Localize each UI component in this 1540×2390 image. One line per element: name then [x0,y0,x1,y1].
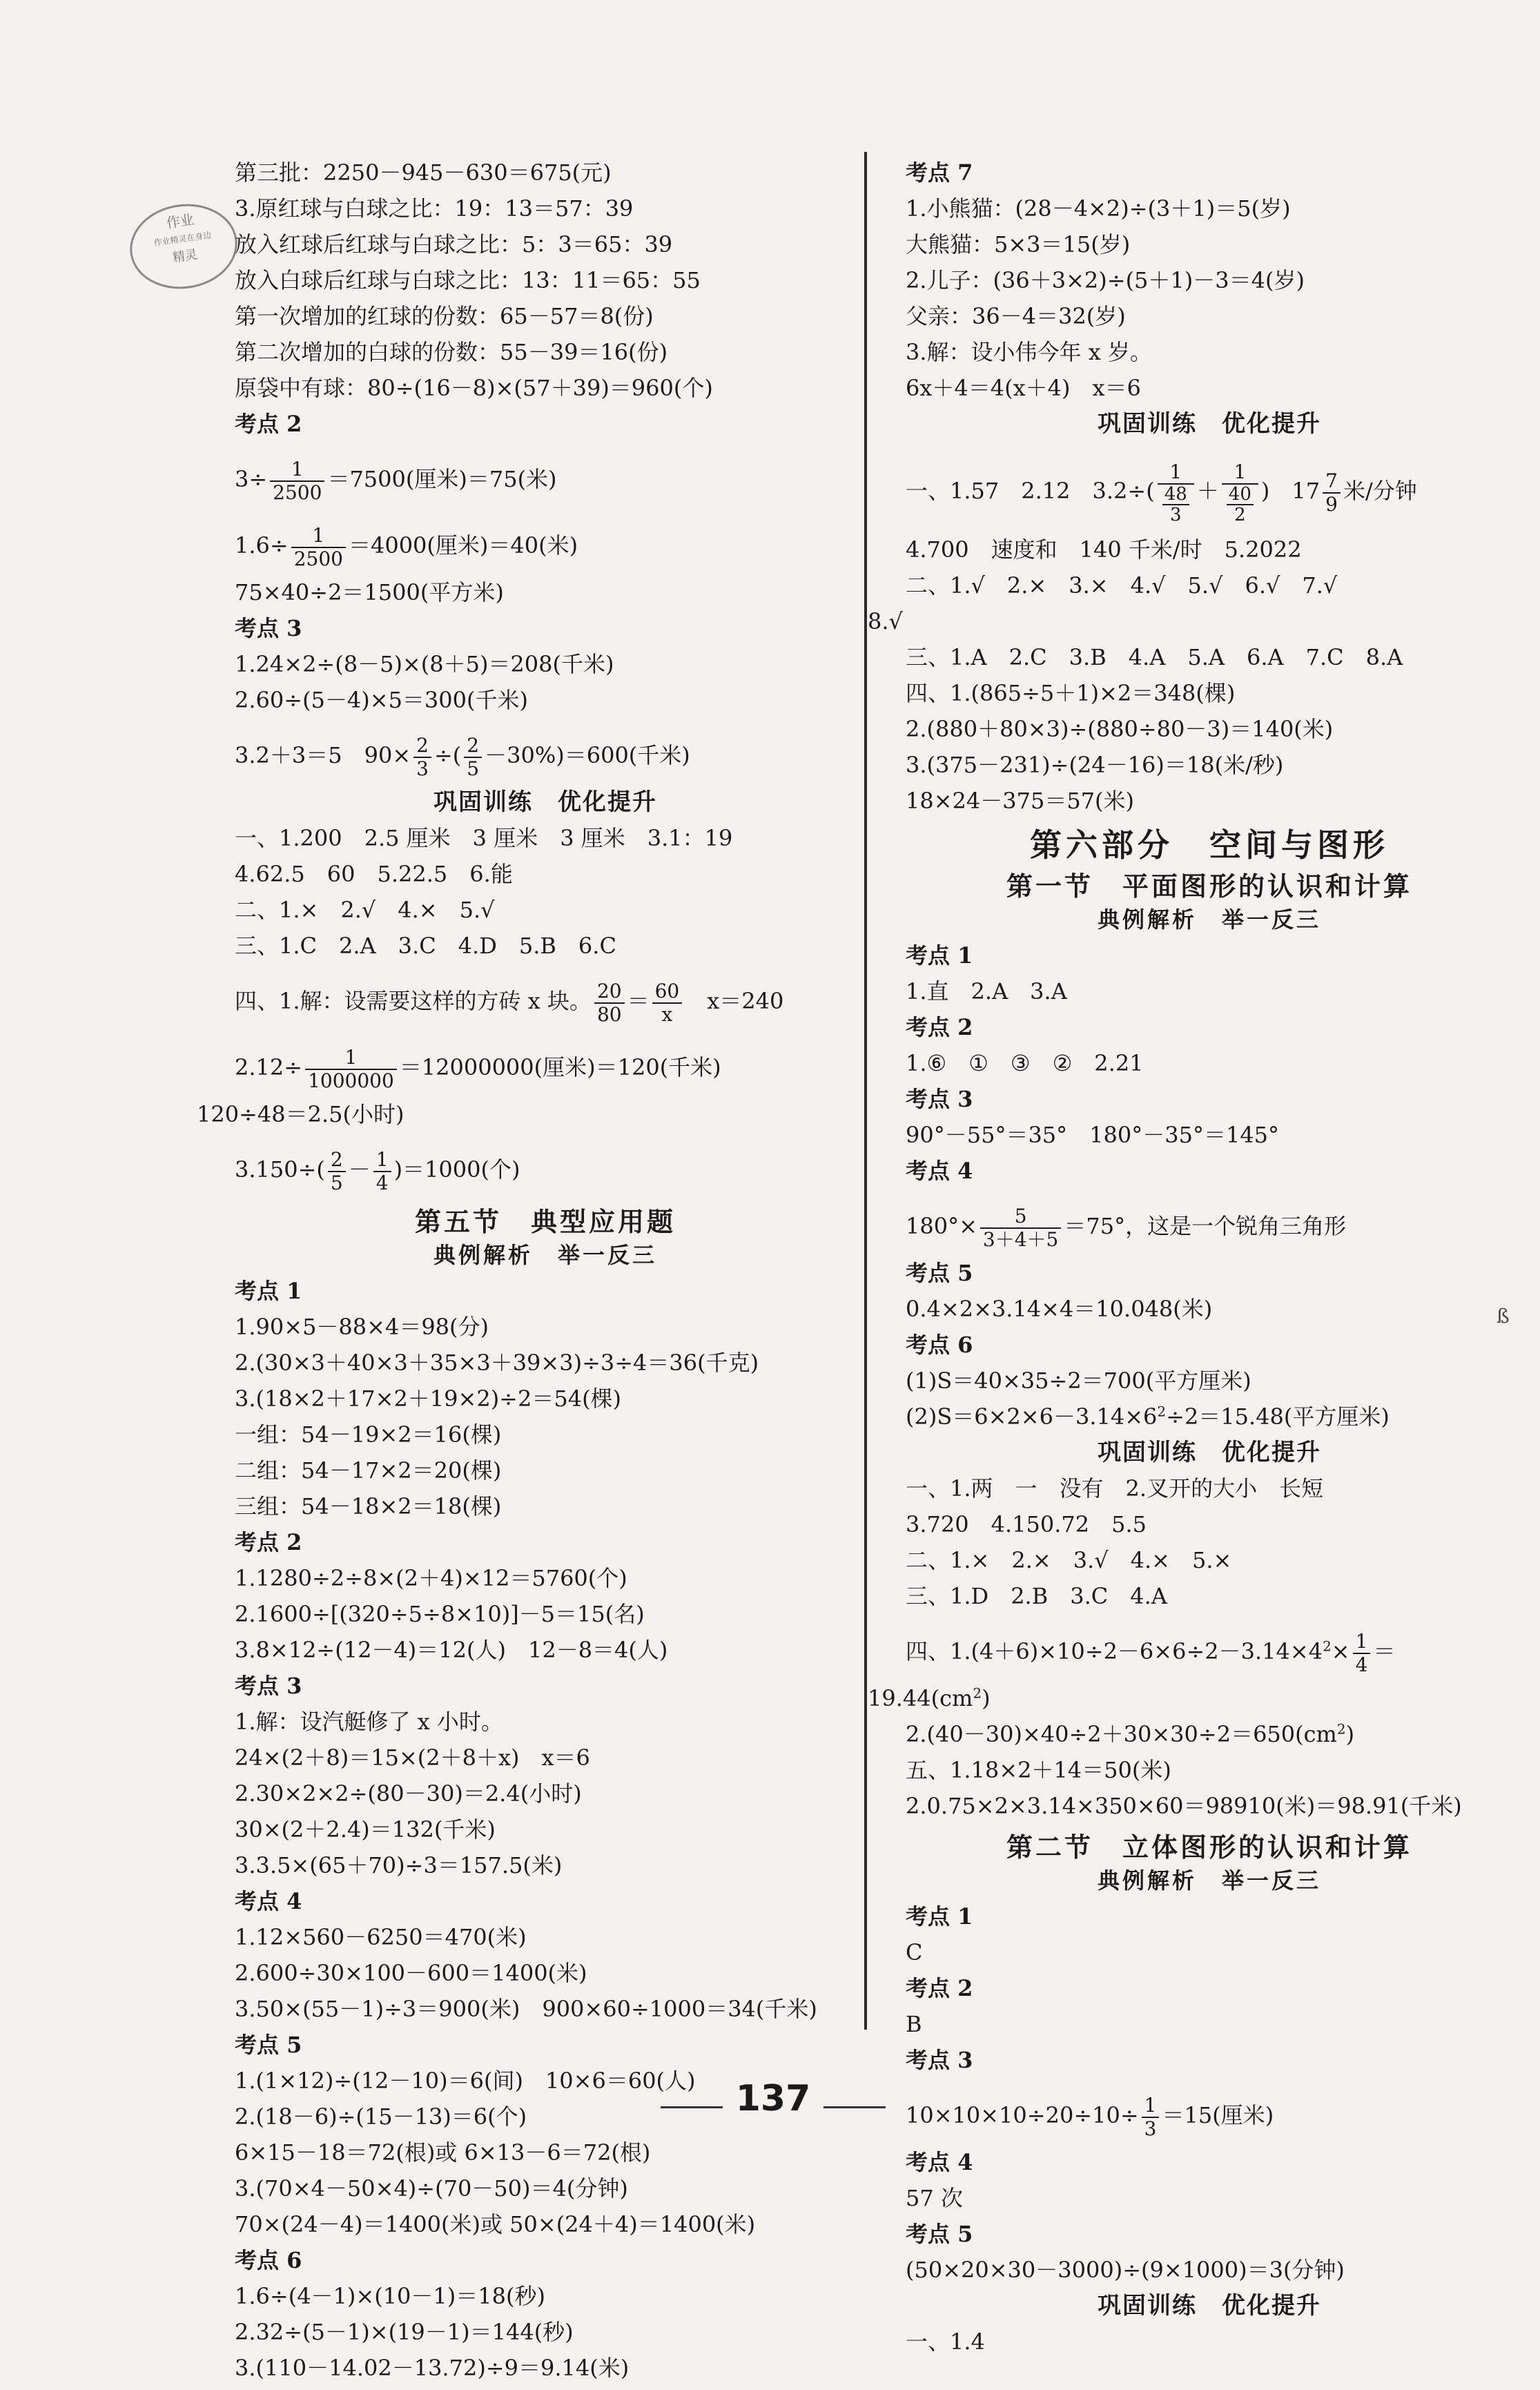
part-title: 第六部分 空间与图形 [1030,826,1389,864]
text-line: 1.(1×12)÷(12－10)＝6(间) 10×6＝60(人) [235,2068,696,2094]
kaodian-heading: 考点 1 [906,942,973,969]
section-subheading: 典例解析 举一反三 [1097,1867,1321,1894]
text-line: 1.小熊猫：(28－4×2)÷(3＋1)＝5(岁) [906,195,1291,222]
text-line: 3.(110－14.02－13.72)÷9＝9.14(米) [235,2355,630,2381]
text-line: 6×15－18＝72(根)或 6×13－6＝72(根) [235,2139,651,2166]
text-line: 三、1.A 2.C 3.B 4.A 5.A 6.A 7.C 8.A [906,644,1403,670]
text-line: 2.32÷(5－1)×(19－1)＝144(秒) [235,2319,574,2345]
section-title: 第一节 平面图形的认识和计算 [1006,871,1412,902]
text-line: 二、1.× 2.√ 4.× 5.√ [235,897,495,923]
text-line: 1.⑥ ① ③ ② 2.21 [906,1050,1144,1076]
text-line: 4.62.5 60 5.22.5 6.能 [235,861,513,887]
kaodian-heading: 考点 4 [235,1888,302,1914]
text-line: 0.4×2×3.14×4＝10.048(米) [906,1296,1213,1322]
margin-mark: ß [1497,1305,1510,1328]
text-line: 2.(18－6)÷(15－13)＝6(个) [235,2104,527,2130]
fraction: $\frac{2}{5}$ [328,1149,346,1194]
text-line: 3.720 4.150.72 5.5 [906,1511,1147,1537]
text-line: 70×(24－4)＝1400(米)或 50×(24＋4)＝1400(米) [235,2211,756,2237]
text-line: 24×(2＋8)＝15×(2＋8＋x) x＝6 [235,1745,590,1771]
text-line: 大熊猫：5×3＝15(岁) [906,231,1131,258]
formula-line: 10×10×10÷20÷10÷ $\frac{1}{3}$ ＝15(厘米) [906,2093,1274,2140]
text-line: 三组：54－18×2＝18(棵) [235,1493,502,1519]
text-line: 2.600÷30×100－600＝1400(米) [235,1960,587,1986]
formula-line: 3.150÷( $\frac{2}{5}$ － $\frac{1}{4}$ )＝1000(个) [235,1147,520,1194]
kaodian-heading: 考点 2 [235,1529,302,1555]
kaodian-heading: 考点 2 [235,411,302,437]
text-line: 2.60÷(5－4)×5＝300(千米) [235,687,528,713]
text-line: 放入红球后红球与白球之比：5：3＝65：39 [235,231,673,258]
right-column [868,159,1513,2364]
text-line: 2.(880＋80×3)÷(880÷80－3)＝140(米) [906,716,1334,742]
text-line: 四、1.(865÷5＋1)×2＝348(棵) [906,680,1236,706]
column-divider [864,152,867,2030]
kaodian-heading: 考点 3 [906,1086,973,1112]
text-line: 二组：54－17×2＝20(棵) [235,1457,502,1484]
text-line: $2.(40-30)\times 40\div 2+30\times 30\div 2=650(cm^2)$ [906,1720,1355,1747]
kaodian-heading: 考点 7 [906,159,973,186]
text-line: 一、1.200 2.5 厘米 3 厘米 3 厘米 3.1：19 [235,825,733,851]
formula-line: 3.2＋3＝5 90× $\frac{2}{3}$ ÷( $\frac{2}{5}$ －30%)＝600(千米) [235,733,690,780]
text-line: 3.解：设小伟今年 x 岁。 [906,339,1152,365]
text-line: 第二次增加的白球的份数：55－39＝16(份) [235,339,668,365]
formula-line: 180°× $\frac{5}{3+4+5}$ ＝75°，这是一个锐角三角形 [906,1204,1347,1251]
text-line: 18×24－375＝57(米) [906,788,1135,814]
fraction: $\frac{1}{\frac{48}{3}}$ [1158,461,1194,525]
kaodian-heading: 考点 5 [235,2032,302,2058]
text-line: $19.44(cm^2)$ [868,1684,991,1711]
text-line: 1.24×2÷(8－5)×(8＋5)＝208(千米) [235,651,614,677]
text-line: 2.儿子：(36＋3×2)÷(5＋1)－3＝4(岁) [906,267,1305,293]
page-number-rule [661,2106,723,2108]
kaodian-heading: 考点 3 [235,615,302,641]
formula-line: 3÷ $\frac{1}{2500}$ ＝7500(厘米)＝75(米) [235,457,557,504]
formula-line: 一、1.57 2.12 3.2÷( $\frac{1}{\frac{48}{3}}$ ＋ $\frac{1}{\frac{40}{2}}$ ) 17 $\frac{7}{9}$ 米/分钟 [906,460,1417,525]
formula-line: 四、1.解：设需要这样的方砖 x 块。 $\frac{20}{80}$ ＝ $\frac{60}{x}$ x＝240 [235,979,784,1026]
text-line: 3.3.5×(65＋70)÷3＝157.5(米) [235,1852,563,1878]
text-line: 1.12×560－6250＝470(米) [235,1924,527,1950]
text-line: B [906,2011,922,2037]
text-line: 一、1.4 [906,2329,985,2355]
text-line: 2.30×2×2÷(80－30)＝2.4(小时) [235,1780,582,1807]
text-line: 二、1.√ 2.× 3.× 4.√ 5.√ 6.√ 7.√ [906,572,1338,599]
kaodian-heading: 考点 6 [906,1332,973,1358]
formula-line: 2.12÷ $\frac{1}{1000000}$ ＝12000000(厘米)＝120(千米) [235,1045,721,1092]
stamp-logo: 作业 作业精灵在身边 精灵 [124,197,242,296]
kaodian-heading: 考点 2 [906,1975,973,2001]
text-line: 2.1600÷[(320÷5÷8×10)]－5＝15(名) [235,1601,645,1627]
text-line: $(2)S=6\times 2\times 6-3.14\times 6^2\div 2=15.48$(平方厘米) [906,1403,1390,1430]
text-line: 57 次 [906,2185,963,2211]
fraction: $\frac{5}{3+4+5}$ [980,1205,1061,1251]
text-line: 3.8×12÷(12－4)＝12(人) 12－8＝4(人) [235,1637,668,1663]
section-subheading: 典例解析 举一反三 [1097,906,1321,933]
text-line: 第三批：2250－945－630＝675(元) [235,159,612,186]
fraction: $\frac{1}{4}$ [373,1149,391,1194]
text-line: (50×20×30－3000)÷(9×1000)＝3(分钟) [906,2257,1345,2283]
fraction: $\frac{2}{5}$ [464,735,482,780]
text-line: 原袋中有球：80÷(16－8)×(57＋39)＝960(个) [235,375,713,401]
text-line: 五、1.18×2＋14＝50(米) [906,1757,1171,1783]
fraction: $\frac{1}{4}$ [1353,1631,1371,1676]
text-line: 2.0.75×2×3.14×350×60＝98910(米)＝98.91(千米) [906,1793,1462,1819]
text-line: 一、1.两 一 没有 2.叉开的大小 长短 [906,1475,1324,1502]
kaodian-heading: 考点 4 [906,1158,973,1184]
section-title: 第二节 立体图形的认识和计算 [1006,1832,1412,1863]
section-subheading: 巩固训练 优化提升 [433,788,657,816]
nested-fraction: $\frac{40}{2}$ [1227,485,1254,525]
text-line: 6x＋4＝4(x＋4) x＝6 [906,375,1141,401]
text-line: 1.90×5－88×4＝98(分) [235,1314,489,1340]
kaodian-heading: 考点 6 [235,2247,302,2273]
text-line: 一组：54－19×2＝16(棵) [235,1421,502,1448]
text-line: 3.(70×4－50×4)÷(70－50)＝4(分钟) [235,2175,628,2202]
text-line: 1.1280÷2÷8×(2＋4)×12＝5760(个) [235,1565,627,1591]
fraction: $\frac{1}{2500}$ [270,458,324,504]
kaodian-heading: 考点 5 [906,2221,973,2247]
section-subheading: 巩固训练 优化提升 [1098,2292,1321,2320]
text-line: 120÷48＝2.5(小时) [197,1101,405,1127]
section-title: 第五节 典型应用题 [414,1206,676,1237]
section-subheading: 巩固训练 优化提升 [1098,410,1321,438]
text-line: 1.6÷(4－1)×(10－1)＝18(秒) [235,2283,545,2309]
text-line: 3.50×(55－1)÷3＝900(米) 900×60÷1000＝34(千米) [235,1996,817,2022]
text-line: 父亲：36－4＝32(岁) [906,303,1126,329]
fraction: $\frac{2}{3}$ [413,735,431,780]
text-line: 4.700 速度和 140 千米/时 5.2022 [906,536,1302,563]
text-line: 30×(2＋2.4)＝132(千米) [235,1816,496,1843]
text-line: 90°－55°＝35° 180°－35°＝145° [906,1122,1280,1148]
text-line: 放入白球后红球与白球之比：13：11＝65：55 [235,267,701,293]
text-line: 1.直 2.A 3.A [906,978,1067,1004]
fraction: $\frac{7}{9}$ [1323,470,1341,516]
text-line: 3.原红球与白球之比：19：13＝57：39 [235,195,634,222]
fraction: $\frac{1}{2500}$ [291,525,346,570]
kaodian-heading: 考点 3 [235,1673,302,1699]
fraction: $\frac{1}{1000000}$ [305,1047,397,1092]
text-line: 3.(18×2＋17×2＋19×2)÷2＝54(棵) [235,1386,622,1412]
fraction: $\frac{1}{\frac{40}{2}}$ [1222,461,1258,525]
kaodian-heading: 考点 1 [906,1903,973,1930]
kaodian-heading: 考点 4 [906,2149,973,2175]
text-line: 3.(375－231)÷(24－16)＝18(米/秒) [906,752,1284,778]
fraction: $\frac{60}{x}$ [652,980,683,1026]
fraction: $\frac{1}{3}$ [1142,2095,1160,2140]
left-column [197,159,856,2390]
text-line: 2.(30×3＋40×3＋35×3＋39×3)÷3÷4＝36(千克) [235,1350,759,1376]
text-line: 三、1.C 2.A 3.C 4.D 5.B 6.C [235,933,616,959]
text-line: 1.解：设汽艇修了 x 小时。 [235,1709,503,1735]
text-line: 三、1.D 2.B 3.C 4.A [906,1583,1167,1609]
page-number: 137 [735,2078,811,2119]
formula-line: 四、$1.(4+6)\times 10\div 2-6\times 6\div 2-3.14\times 4^2\times$ $\frac{1}{4}$ ＝ [906,1629,1396,1676]
nested-fraction: $\frac{48}{3}$ [1162,485,1189,525]
text-line: (1)S＝40×35÷2＝700(平方厘米) [906,1368,1251,1394]
page-number-rule [823,2106,886,2108]
kaodian-heading: 考点 3 [906,2047,973,2073]
text-line: 75×40÷2＝1500(平方米) [235,579,504,605]
formula-line: 1.6÷ $\frac{1}{2500}$ ＝4000(厘米)＝40(米) [235,523,578,570]
section-subheading: 巩固训练 优化提升 [1098,1439,1321,1466]
text-line: 二、1.× 2.× 3.√ 4.× 5.× [906,1547,1232,1573]
fraction: $\frac{20}{80}$ [594,980,625,1026]
text-line: C [906,1939,923,1965]
text-line: 8.√ [868,608,903,634]
page-number-area [635,2078,911,2119]
kaodian-heading: 考点 5 [906,1260,973,1286]
section-subheading: 典例解析 举一反三 [433,1242,657,1268]
text-line: 第一次增加的红球的份数：65－57＝8(份) [235,303,654,329]
kaodian-heading: 考点 1 [235,1278,302,1304]
kaodian-heading: 考点 2 [906,1014,973,1040]
